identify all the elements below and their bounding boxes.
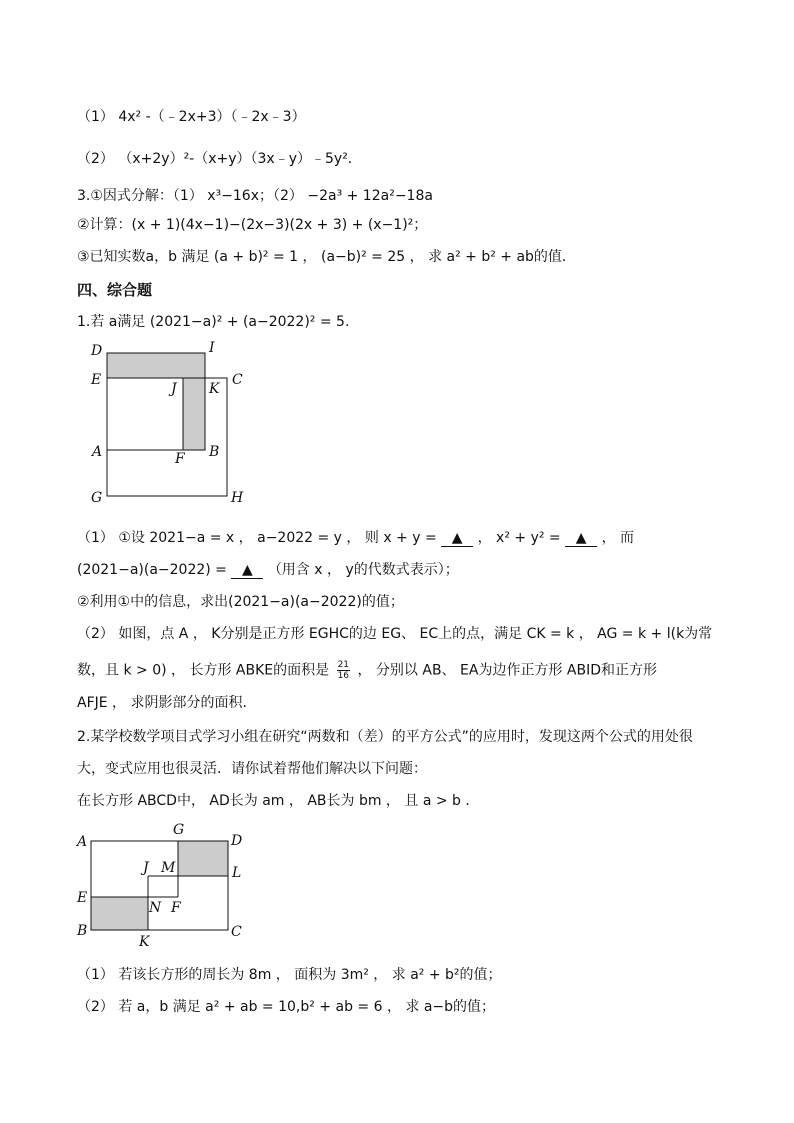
- figure-2-rectangle: [70, 818, 260, 953]
- label-K: K: [139, 934, 150, 950]
- fraction-numerator: 21: [337, 660, 350, 670]
- answer-blank-3[interactable]: ▲: [231, 562, 263, 579]
- fraction-denominator: 16: [337, 671, 350, 681]
- label-A: A: [92, 444, 103, 460]
- label-G: G: [91, 490, 103, 506]
- label-J: J: [171, 381, 177, 397]
- label-B: B: [77, 923, 88, 939]
- exercise-item-1: （1） 4x² -（﹣2x+3）（﹣2x﹣3）: [77, 109, 306, 125]
- area-fraction: [337, 660, 350, 681]
- label-M: M: [161, 860, 176, 876]
- label-J: J: [143, 860, 149, 876]
- q2-intro-line2: 大，变式应用也很灵活．请你试着帮他们解决以下问题：: [77, 761, 427, 777]
- label-G: G: [173, 822, 185, 838]
- label-L: L: [232, 865, 242, 881]
- figure-1-squares: [85, 338, 260, 508]
- q1-part1-line1: [77, 528, 634, 548]
- label-D: D: [231, 833, 243, 849]
- label-C: C: [232, 372, 243, 388]
- q1-part2-line1: （2） 如图，点 A ， K分别是正方形 EGHC的边 EG、 EC上的点，满足 CK = k ， AG = k + l(k为常: [77, 626, 713, 642]
- q1-part2-line2: [77, 660, 657, 681]
- q1-part1-line3: ②利用①中的信息，求出(2021−a)(a−2022)的值；: [77, 594, 404, 610]
- question-3-compute: ②计算：(x + 1)(4x−1)−(2x−3)(2x + 3) + (x−1)²；: [77, 217, 428, 233]
- label-E: E: [77, 890, 88, 906]
- q1-part1-text-e: （用含 x ， y的代数式表示）；: [267, 562, 459, 578]
- exercise-item-2: （2） （x+2y）²-（x+y）（3x﹣y）﹣5y²．: [77, 151, 362, 167]
- q2-subquestion-1: （1） 若该长方形的周长为 8m ， 面积为 3m² ， 求 a² + b²的值；: [77, 967, 502, 983]
- question-3-factorize: 3.①因式分解：（1） x³−16x；（2） −2a³ + 12a²−18a: [77, 188, 433, 204]
- q1-part1-text-a: （1） ①设 2021−a = x ， a−2022 = y ， 则 x + y =: [77, 530, 437, 546]
- label-E: E: [91, 372, 102, 388]
- q1-part1-text-c: ， 而: [601, 530, 635, 546]
- label-F: F: [175, 451, 185, 467]
- q1-part1-text-d: (2021−a)(a−2022) =: [77, 562, 227, 578]
- label-H: H: [231, 490, 244, 506]
- label-A: A: [77, 834, 88, 850]
- label-N: N: [149, 900, 162, 916]
- q1-part2-text-b: ， 分别以 AB、 EA为边作正方形 ABID和正方形: [357, 662, 657, 679]
- section-heading: 四、综合题: [77, 281, 153, 299]
- label-F: F: [171, 900, 181, 916]
- question-3-evaluate: ③已知实数a，b 满足 (a + b)² = 1 ， (a−b)² = 25 ， 求 a² + b² + ab的值．: [77, 249, 576, 265]
- q1-part1-line2: [77, 560, 459, 580]
- q2-subquestion-2: （2） 若 a，b 满足 a² + ab = 10,b² + ab = 6 ， 求 a−b的值；: [77, 999, 496, 1015]
- label-C: C: [231, 924, 242, 940]
- q1-part2-line3: AFJE ， 求阴影部分的面积.: [77, 695, 247, 711]
- label-K: K: [209, 381, 220, 397]
- label-I: I: [209, 340, 215, 356]
- label-B: B: [209, 444, 220, 460]
- q2-intro-line1: 2.某学校数学项目式学习小组在研究“两数和（差）的平方公式”的应用时，发现这两个公式的用处很: [77, 729, 693, 745]
- q1-part1-text-b: ， x² + y² =: [477, 530, 561, 546]
- answer-blank-2[interactable]: ▲: [565, 530, 597, 547]
- q1-part2-text-a: 数，且 k > 0) ， 长方形 ABKE的面积是: [77, 662, 330, 679]
- q1-intro: 1.若 a满足 (2021−a)² + (a−2022)² = 5.: [77, 314, 350, 330]
- q2-intro-line3: 在长方形 ABCD中， AD长为 am ， AB长为 bm ， 且 a > b ．: [77, 793, 480, 809]
- answer-blank-1[interactable]: ▲: [441, 530, 473, 547]
- label-D: D: [91, 343, 103, 359]
